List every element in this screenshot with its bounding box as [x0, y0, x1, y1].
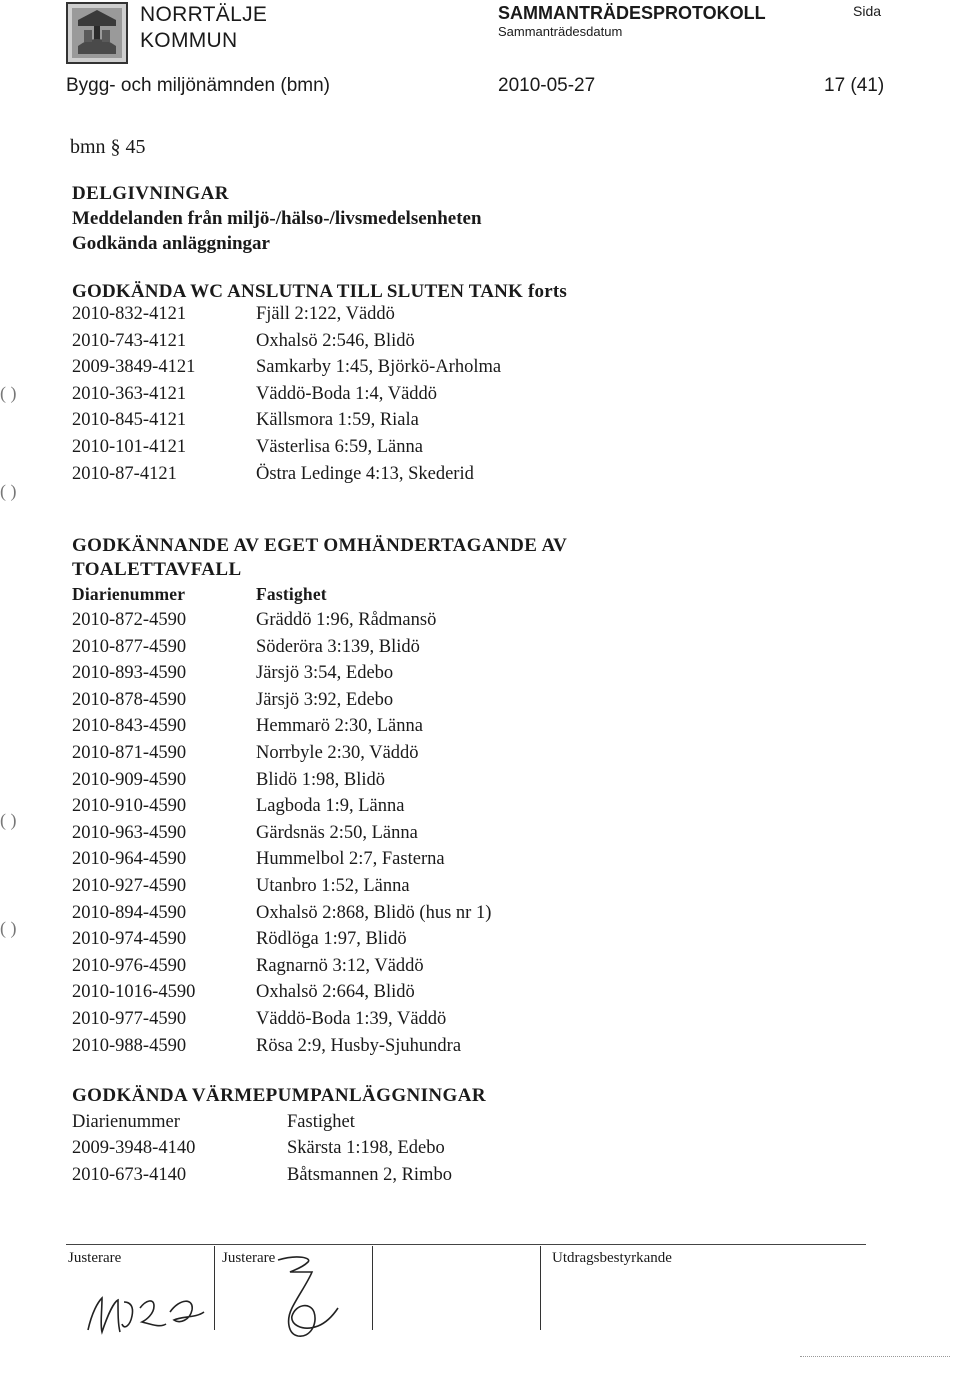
diarienummer: 2010-363-4121 — [72, 383, 187, 404]
section2-heading-line2: TOALETTAVFALL — [72, 559, 242, 580]
list-item — [72, 903, 872, 929]
fastighet: Oxhalsö 2:868, Blidö (hus nr 1) — [256, 902, 492, 923]
page-label: Sida — [853, 3, 882, 19]
diarienummer: 2010-894-4590 — [72, 902, 187, 923]
list-item — [72, 770, 872, 796]
list-item — [72, 956, 872, 982]
municipality-logo — [66, 2, 128, 64]
fastighet: Fjäll 2:122, Väddö — [256, 304, 395, 324]
subtitle-1: Meddelanden från miljö-/hälso-/livsmedelsenheten — [72, 208, 482, 229]
diarienummer: 2009-3849-4121 — [72, 357, 196, 378]
list-item — [72, 823, 872, 849]
diarienummer: 2010-101-4121 — [72, 437, 187, 457]
footer-divider — [540, 1246, 541, 1330]
diarienummer: 2010-963-4590 — [72, 822, 187, 843]
diarienummer: 2010-977-4590 — [72, 1009, 187, 1029]
fastighet: Samkarby 1:45, Björkö-Arholma — [256, 357, 502, 378]
fastighet: Söderöra 3:139, Blidö — [256, 636, 420, 657]
list-item — [72, 464, 872, 490]
list-item — [72, 410, 872, 436]
fastighet: Hemmarö 2:30, Länna — [256, 716, 423, 737]
column-header-fastighet: Fastighet — [287, 1112, 355, 1132]
margin-mark: ( ) — [0, 383, 17, 403]
list-item — [72, 849, 872, 875]
diarienummer: 2010-843-4590 — [72, 716, 187, 737]
section3-column-header — [72, 1112, 872, 1138]
committee-name: Bygg- och miljönämnden (bmn) — [66, 75, 331, 96]
date-label: Sammanträdesdatum — [498, 24, 623, 39]
fastighet: Skärsta 1:198, Edebo — [287, 1138, 445, 1158]
list-item — [72, 743, 872, 769]
list-item — [72, 331, 872, 357]
fastighet: Östra Ledinge 4:13, Skederid — [256, 463, 474, 484]
section1-heading: GODKÄNDA WC ANSLUTNA TILL SLUTEN TANK forts — [72, 281, 567, 302]
list-item — [72, 982, 872, 1008]
diarienummer: 2010-974-4590 — [72, 929, 187, 950]
fastighet: Oxhalsö 2:546, Blidö — [256, 330, 415, 351]
fastighet: Källsmora 1:59, Riala — [256, 410, 419, 431]
column-header-diarienummer: Diarienummer — [72, 1112, 180, 1132]
list-item — [72, 1036, 872, 1062]
document-type: SAMMANTRÄDESPROTOKOLL — [498, 3, 766, 23]
section3-heading: GODKÄNDA VÄRMEPUMPANLÄGGNINGAR — [72, 1085, 486, 1106]
fastighet: Lagboda 1:9, Länna — [256, 796, 405, 817]
footer-divider — [372, 1246, 373, 1330]
list-item — [72, 1165, 872, 1191]
fastighet: Utanbro 1:52, Länna — [256, 876, 410, 896]
column-header-diarienummer: Diarienummer — [72, 584, 186, 604]
org-name-line2: KOMMUN — [140, 29, 238, 52]
fastighet: Rödlöga 1:97, Blidö — [256, 929, 407, 950]
fastighet: Båtsmannen 2, Rimbo — [287, 1164, 452, 1185]
list-item — [72, 929, 872, 955]
list-item — [72, 437, 872, 463]
list-item — [72, 610, 872, 636]
list-item — [72, 357, 872, 383]
diarienummer: 2010-832-4121 — [72, 304, 187, 324]
list-item — [72, 1009, 872, 1035]
margin-mark: ( ) — [0, 481, 17, 501]
list-item — [72, 304, 872, 330]
footer-divider — [214, 1246, 215, 1330]
column-header-fastighet: Fastighet — [256, 584, 327, 604]
list-item — [72, 876, 872, 902]
diarienummer: 2010-988-4590 — [72, 1035, 187, 1056]
org-name-line1: NORRTÄLJE — [140, 3, 268, 26]
subtitle-2: Godkända anläggningar — [72, 233, 270, 254]
page-number: 17 (41) — [824, 75, 885, 96]
section2-column-header — [72, 584, 872, 610]
diarienummer: 2010-910-4590 — [72, 796, 187, 817]
signature-1 — [84, 1272, 214, 1347]
fastighet: Järsjö 3:92, Edebo — [256, 689, 394, 710]
margin-mark: ( ) — [0, 810, 17, 830]
fastighet: Norrbyle 2:30, Väddö — [256, 743, 419, 763]
diarienummer: 2010-909-4590 — [72, 769, 187, 790]
paragraph-reference: bmn § 45 — [70, 136, 146, 158]
fastighet: Rösa 2:9, Husby-Sjuhundra — [256, 1035, 462, 1056]
fastighet: Blidö 1:98, Blidö — [256, 769, 386, 790]
diarienummer: 2010-845-4121 — [72, 410, 187, 431]
list-item — [72, 637, 872, 663]
diarienummer: 2010-878-4590 — [72, 689, 187, 710]
list-item — [72, 1138, 872, 1164]
fastighet: Väddö-Boda 1:4, Väddö — [256, 383, 438, 404]
fastighet: Väddö-Boda 1:39, Väddö — [256, 1009, 447, 1029]
diarienummer: 2010-743-4121 — [72, 330, 187, 351]
diarienummer: 2010-872-4590 — [72, 610, 187, 630]
justerare-label-2: Justerare — [222, 1250, 276, 1266]
fastighet: Västerlisa 6:59, Länna — [256, 437, 423, 457]
fastighet: Gräddö 1:96, Rådmansö — [256, 610, 437, 630]
meeting-date: 2010-05-27 — [498, 75, 596, 96]
margin-mark: ( ) — [0, 918, 17, 938]
list-item — [72, 690, 872, 716]
diarienummer: 2010-673-4140 — [72, 1164, 187, 1185]
diarienummer: 2010-927-4590 — [72, 876, 187, 896]
signature-2 — [268, 1252, 368, 1347]
section2-heading-line1: GODKÄNNANDE AV EGET OMHÄNDERTAGANDE AV — [72, 535, 568, 556]
fastighet: Hummelbol 2:7, Fasterna — [256, 849, 445, 870]
diarienummer: 2010-964-4590 — [72, 849, 187, 870]
diarienummer: 2010-871-4590 — [72, 743, 187, 763]
diarienummer: 2010-87-4121 — [72, 463, 177, 484]
list-item — [72, 716, 872, 742]
fastighet: Oxhalsö 2:664, Blidö — [256, 982, 415, 1003]
diarienummer: 2010-893-4590 — [72, 663, 187, 684]
main-title: DELGIVNINGAR — [72, 183, 229, 204]
list-item — [72, 384, 872, 410]
dotted-line — [800, 1356, 950, 1357]
fastighet: Järsjö 3:54, Edebo — [256, 663, 394, 684]
list-item — [72, 796, 872, 822]
footer-rule — [66, 1244, 866, 1245]
fastighet: Ragnarnö 3:12, Väddö — [256, 955, 424, 976]
fastighet: Gärdsnäs 2:50, Länna — [256, 822, 418, 843]
diarienummer: 2010-976-4590 — [72, 955, 187, 976]
justerare-label-1: Justerare — [68, 1250, 122, 1266]
diarienummer: 2009-3948-4140 — [72, 1138, 196, 1158]
utdragsbestyrkande-label: Utdragsbestyrkande — [552, 1250, 672, 1266]
list-item — [72, 663, 872, 689]
diarienummer: 2010-1016-4590 — [72, 982, 196, 1003]
diarienummer: 2010-877-4590 — [72, 636, 187, 657]
